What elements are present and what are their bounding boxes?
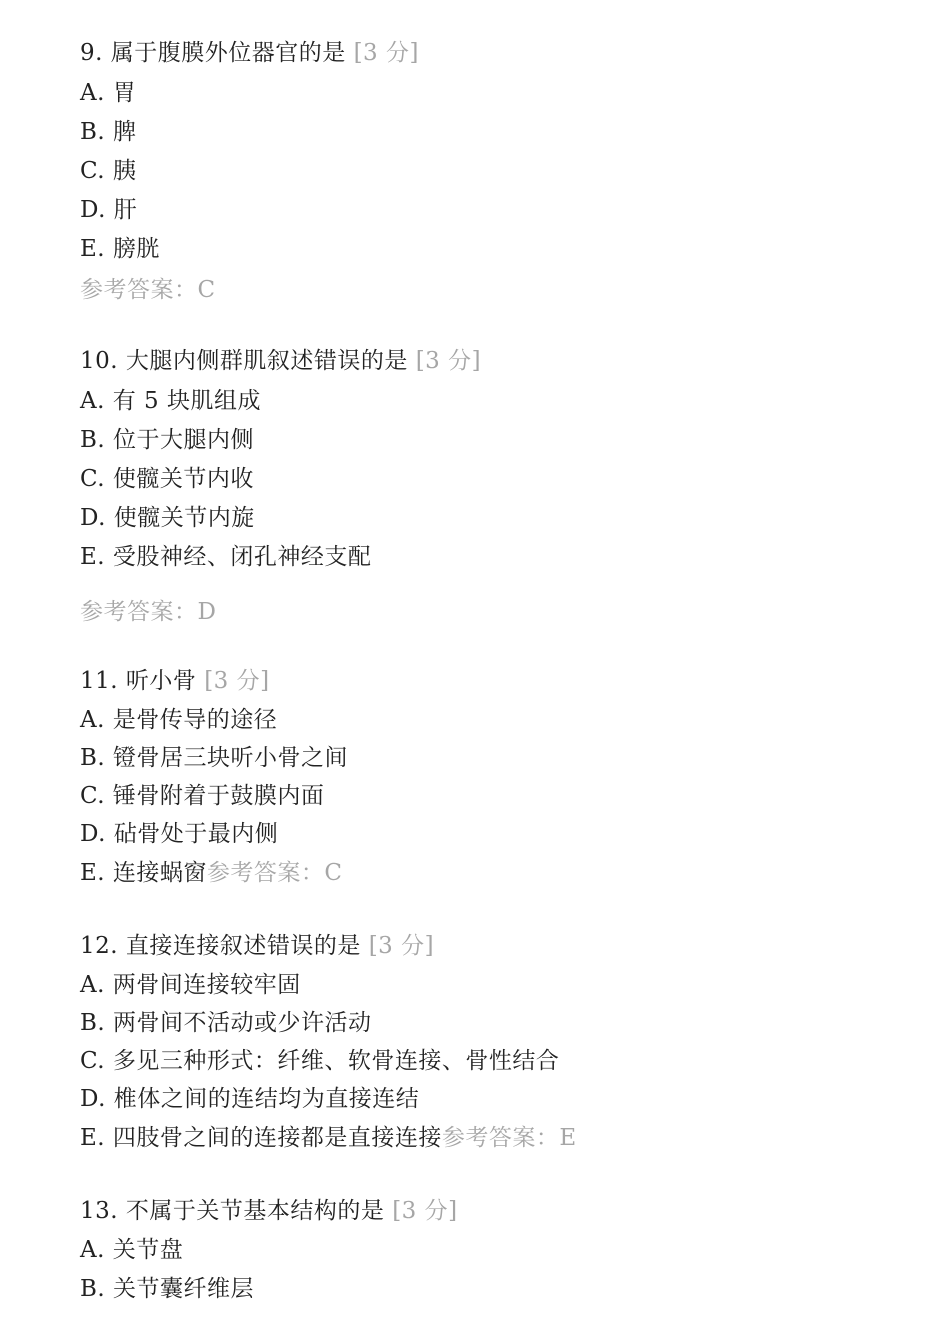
question-12-title <box>80 931 434 961</box>
reference-answer: 参考答案：C <box>206 860 343 886</box>
question-10-title <box>80 346 481 376</box>
option-e: E. 连接蜗窗 <box>80 860 207 886</box>
score-badge: [3 分] <box>415 348 482 374</box>
option-b: B. 位于大腿内侧 <box>80 427 255 453</box>
option-e: E. 受股神经、闭孔神经支配 <box>80 544 372 570</box>
option-c: C. 使髋关节内收 <box>80 466 254 492</box>
question-number: 12. <box>80 933 119 959</box>
question-number: 13. <box>80 1198 119 1224</box>
score-badge: [3 分] <box>353 40 419 66</box>
option-d: D. 椎体之间的连结均为直接连结 <box>80 1086 420 1112</box>
option-e-with-answer <box>80 858 343 888</box>
option-d: D. 肝 <box>80 197 138 223</box>
option-a: A. 胃 <box>80 80 137 106</box>
option-c: C. 多见三种形式：纤维、软骨连接、骨性结合 <box>80 1048 560 1074</box>
option-b: B. 镫骨居三块听小骨之间 <box>80 745 349 771</box>
option-a: A. 是骨传导的途径 <box>80 707 278 733</box>
option-b: B. 关节囊纤维层 <box>80 1276 255 1302</box>
option-c: C. 胰 <box>80 158 137 184</box>
question-number: 10. <box>80 348 119 374</box>
reference-answer: 参考答案：E <box>441 1125 577 1151</box>
option-d: D. 使髋关节内旋 <box>80 505 255 531</box>
option-a: A. 关节盘 <box>80 1237 184 1263</box>
score-badge: [3 分] <box>204 668 270 694</box>
question-number: 11. <box>80 668 119 694</box>
option-a: A. 两骨间连接较牢固 <box>80 972 301 998</box>
option-c: C. 锤骨附着于鼓膜内面 <box>80 783 325 809</box>
question-stem: 大腿内侧群肌叙述错误的是 <box>125 348 408 374</box>
score-badge: [3 分] <box>368 933 435 959</box>
option-d: D. 砧骨处于最内侧 <box>80 821 279 847</box>
option-b: B. 脾 <box>80 119 137 145</box>
option-e: E. 膀胱 <box>80 236 160 262</box>
question-13-title <box>80 1196 458 1226</box>
option-e-with-answer <box>80 1123 577 1153</box>
score-badge: [3 分] <box>392 1198 458 1224</box>
question-number: 9. <box>80 40 103 66</box>
option-e: E. 四肢骨之间的连接都是直接连接 <box>80 1125 442 1151</box>
question-9-title <box>80 38 419 68</box>
question-stem: 听小骨 <box>125 668 197 694</box>
reference-answer: 参考答案：C <box>80 277 216 303</box>
question-stem: 不属于关节基本结构的是 <box>125 1198 385 1224</box>
option-b: B. 两骨间不活动或少许活动 <box>80 1010 372 1036</box>
option-a: A. 有 5 块肌组成 <box>80 388 261 414</box>
question-stem: 属于腹膜外位器官的是 <box>110 40 346 66</box>
reference-answer: 参考答案：D <box>80 599 217 625</box>
question-11-title <box>80 666 270 696</box>
question-stem: 直接连接叙述错误的是 <box>125 933 361 959</box>
